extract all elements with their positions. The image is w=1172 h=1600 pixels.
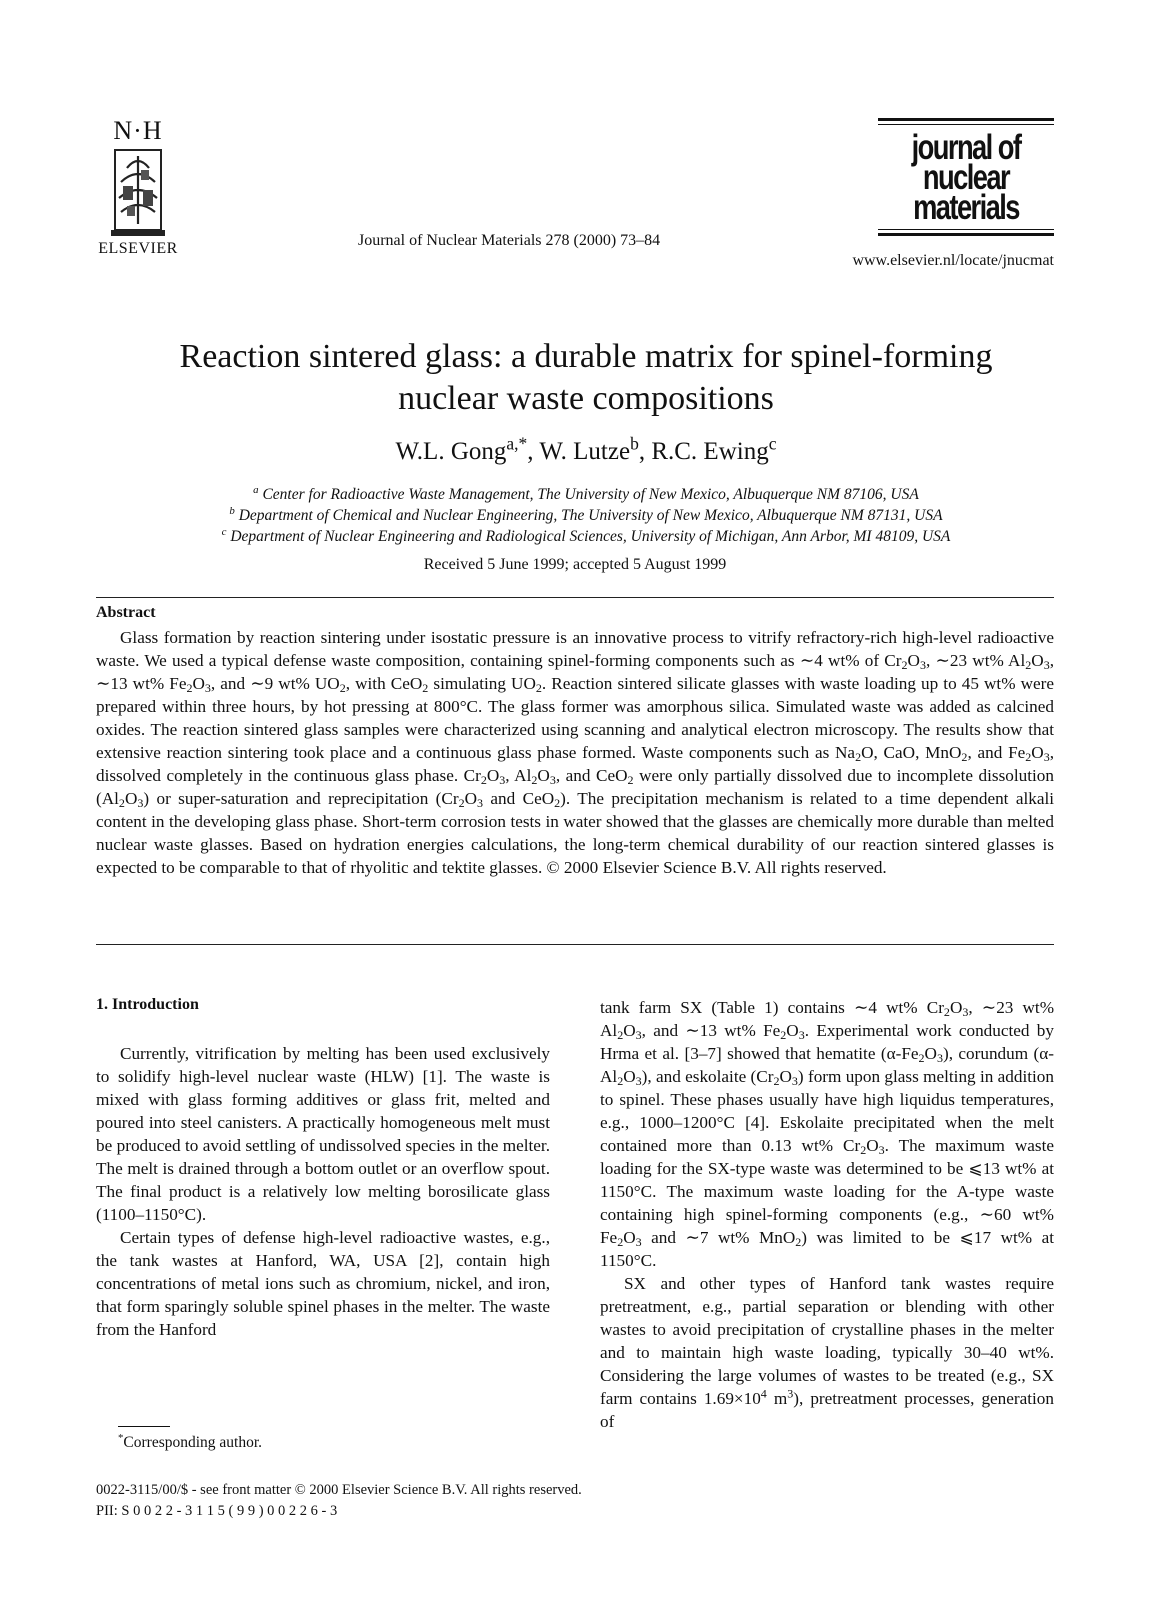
footnote-text: Corresponding author. xyxy=(123,1434,263,1451)
author-marks: b xyxy=(630,433,639,454)
author-marks: a,* xyxy=(506,433,528,454)
divider xyxy=(96,944,1054,945)
author-marks: c xyxy=(768,433,777,454)
affiliation-text: Department of Chemical and Nuclear Engineering, The University of New Mexico, Albuquerque NM 87131, USA xyxy=(238,507,943,524)
author-name: R.C. Ewing xyxy=(651,438,769,465)
paragraph: Currently, vitrification by melting has been used exclusively to solidify high-level nuclear waste (HLW) [1]. The waste is mixed with glass forming additives or glass frit, melted and poured into steel canisters. A practically homogeneous melt must be produced to avoid settling of undissolved species in the melter. The melt is drained through a bottom outlet or an overflow spout. The final product is a relatively low melting borosilicate glass (1100–1150°C). xyxy=(96,1044,550,1224)
footnote-rule xyxy=(118,1426,170,1427)
received-dates: Received 5 June 1999; accepted 5 August 1999 xyxy=(423,556,727,573)
journal-logo-line: journal of xyxy=(911,128,1021,167)
affiliations xyxy=(60,484,1112,547)
journal-citation: Journal of Nuclear Materials 278 (2000) 73–84 xyxy=(358,232,661,249)
pii-line: PII: S 0 0 2 2 - 3 1 1 5 ( 9 9 ) 0 0 2 2 6 - 3 xyxy=(96,1503,338,1519)
paragraph: tank farm SX (Table 1) contains ∼4 wt% $Cr_2O_3$, ∼23 wt% $Al_2O_3$, and ∼13 wt% $Fe_2O_3$. Experimental work conducted by Hrma et al. [3–7] showed that hematite $(\alpha-Fe_2O_3)$, corundum $(\alpha-Al_2O_3)$, and eskolaite $(Cr_2O_3)$ form upon glass melting in addition to spinel. These phases usually have high liquidus temperatures, e.g., 1000–1200°C [4]. Eskolaite precipitated when the melt contained more than 0.13 wt% $Cr_2O_3$. The maximum waste loading for the SX-type waste was determined to be ⩽13 wt% at 1150°C. The maximum waste loading for the A-type waste containing high spinel-forming components (e.g., ∼60 wt% $Fe_2O_3$ and ∼7 wt% MnO$_2$) was limited to be ⩽17 wt% at 1150°C. xyxy=(600,998,1055,1270)
affiliation-mark: c xyxy=(221,526,227,539)
paragraph: SX and other types of Hanford tank wastes require pretreatment, e.g., partial separation or blending with other wastes to avoid precipitation of crystalline phases in the melter and to maintain high waste loading, typically 30–40 wt%. Considering the large volumes of wastes to be treated (e.g., SX farm contains $1.69\times 10^4$ $m^3$), pretreatment processes, generation of xyxy=(600,1274,1054,1431)
affiliation-mark: b xyxy=(229,505,235,518)
nh-mark: N·H xyxy=(113,116,163,145)
affiliation xyxy=(60,526,1112,547)
affiliation-text: Center for Radioactive Waste Management, The University of New Mexico, Albuquerque NM 87106, USA xyxy=(262,486,919,503)
publisher-name: ELSEVIER xyxy=(98,240,178,257)
title-line: nuclear waste compositions xyxy=(398,380,774,417)
elsevier-tree-emblem-icon xyxy=(109,146,167,238)
affiliation-mark: a xyxy=(253,484,259,497)
author-name: W. Lutze xyxy=(539,438,631,465)
author-name: W.L. Gong xyxy=(395,438,507,465)
footnote xyxy=(118,1434,262,1452)
right-column xyxy=(600,996,1054,1433)
left-column xyxy=(96,1042,550,1341)
footnote-mark: * xyxy=(118,1432,124,1445)
affiliation xyxy=(60,505,1112,526)
journal-url[interactable]: www.elsevier.nl/locate/jnucmat xyxy=(852,252,1054,269)
section-heading: 1. Introduction xyxy=(96,996,199,1013)
title-line: Reaction sintered glass: a durable matrix for spinel-forming xyxy=(179,338,993,375)
author-list: W.L. Gong$^{a,*}$, W. Lutze$^b$, R.C. Ewing$^c$ xyxy=(395,433,777,465)
abstract-body: Glass formation by reaction sintering under isostatic pressure is an innovative process to vitrify refractory-rich high-level radioactive waste. We used a typical defense waste composition, containing spinel-forming components such as ∼4 wt% of $Cr_2O_3$, ∼23 wt% $Al_2O_3$, ∼13 wt% $Fe_2O_3$, and ∼9 wt% $UO_2$, with CeO$_2$ simulating $UO_2$. Reaction sintered silicate glasses with waste loading up to 45 wt% were prepared within three hours, by hot pressing at 800°C. The glass former was amorphous silica. Simulated waste was added as calcined oxides. The reaction sintered glass samples were characterized using scanning and analytical electron microscopy. The results show that extensive reaction sintering took place and a continuous glass phase formed. Waste components such as $Na_2O$, CaO, MnO$_2$, and $Fe_2O_3$, dissolved completely in the continuous glass phase. $Cr_2O_3$, $Al_2O_3$, and CeO$_2$ were only partially dissolved due to incomplete dissolution $(Al_2O_3)$ or super-saturation and reprecipitation ($Cr_2O_3$ and CeO$_2$). The precipitation mechanism is related to a time dependent alkali content in the developing glass phase. Short-term corrosion tests in water showed that the glasses are chemically more durable than melted nuclear waste glasses. Based on hydration energies calculations, the long-term chemical durability of our reaction sintered glasses is expected to be comparable to that of rhyolitic and tektite glasses. © 2000 Elsevier Science B.V. All rights reserved. xyxy=(96,628,1055,877)
abstract-heading: Abstract xyxy=(96,604,156,621)
journal-logo-line: nuclear xyxy=(922,158,1010,197)
front-matter-notice xyxy=(96,1480,582,1522)
paragraph: Certain types of defense high-level radioactive wastes, e.g., the tank wastes at Hanford, WA, USA [2], contain high concentrations of metal ions such as chromium, nickel, and iron, that form sparingly soluble spinel phases in the melter. The waste from the Hanford xyxy=(96,1228,550,1339)
journal-logo-line: materials xyxy=(913,188,1019,227)
journal-logo xyxy=(878,118,1054,239)
affiliation xyxy=(60,484,1112,505)
divider xyxy=(96,597,1054,598)
elsevier-logo xyxy=(92,118,184,258)
copyright-line: 0022-3115/00/$ - see front matter © 2000 Elsevier Science B.V. All rights reserved. xyxy=(96,1482,582,1498)
affiliation-text: Department of Nuclear Engineering and Radiological Sciences, University of Michigan, Ann Arbor, MI 48109, USA xyxy=(230,528,951,545)
paper-title xyxy=(60,336,1112,420)
